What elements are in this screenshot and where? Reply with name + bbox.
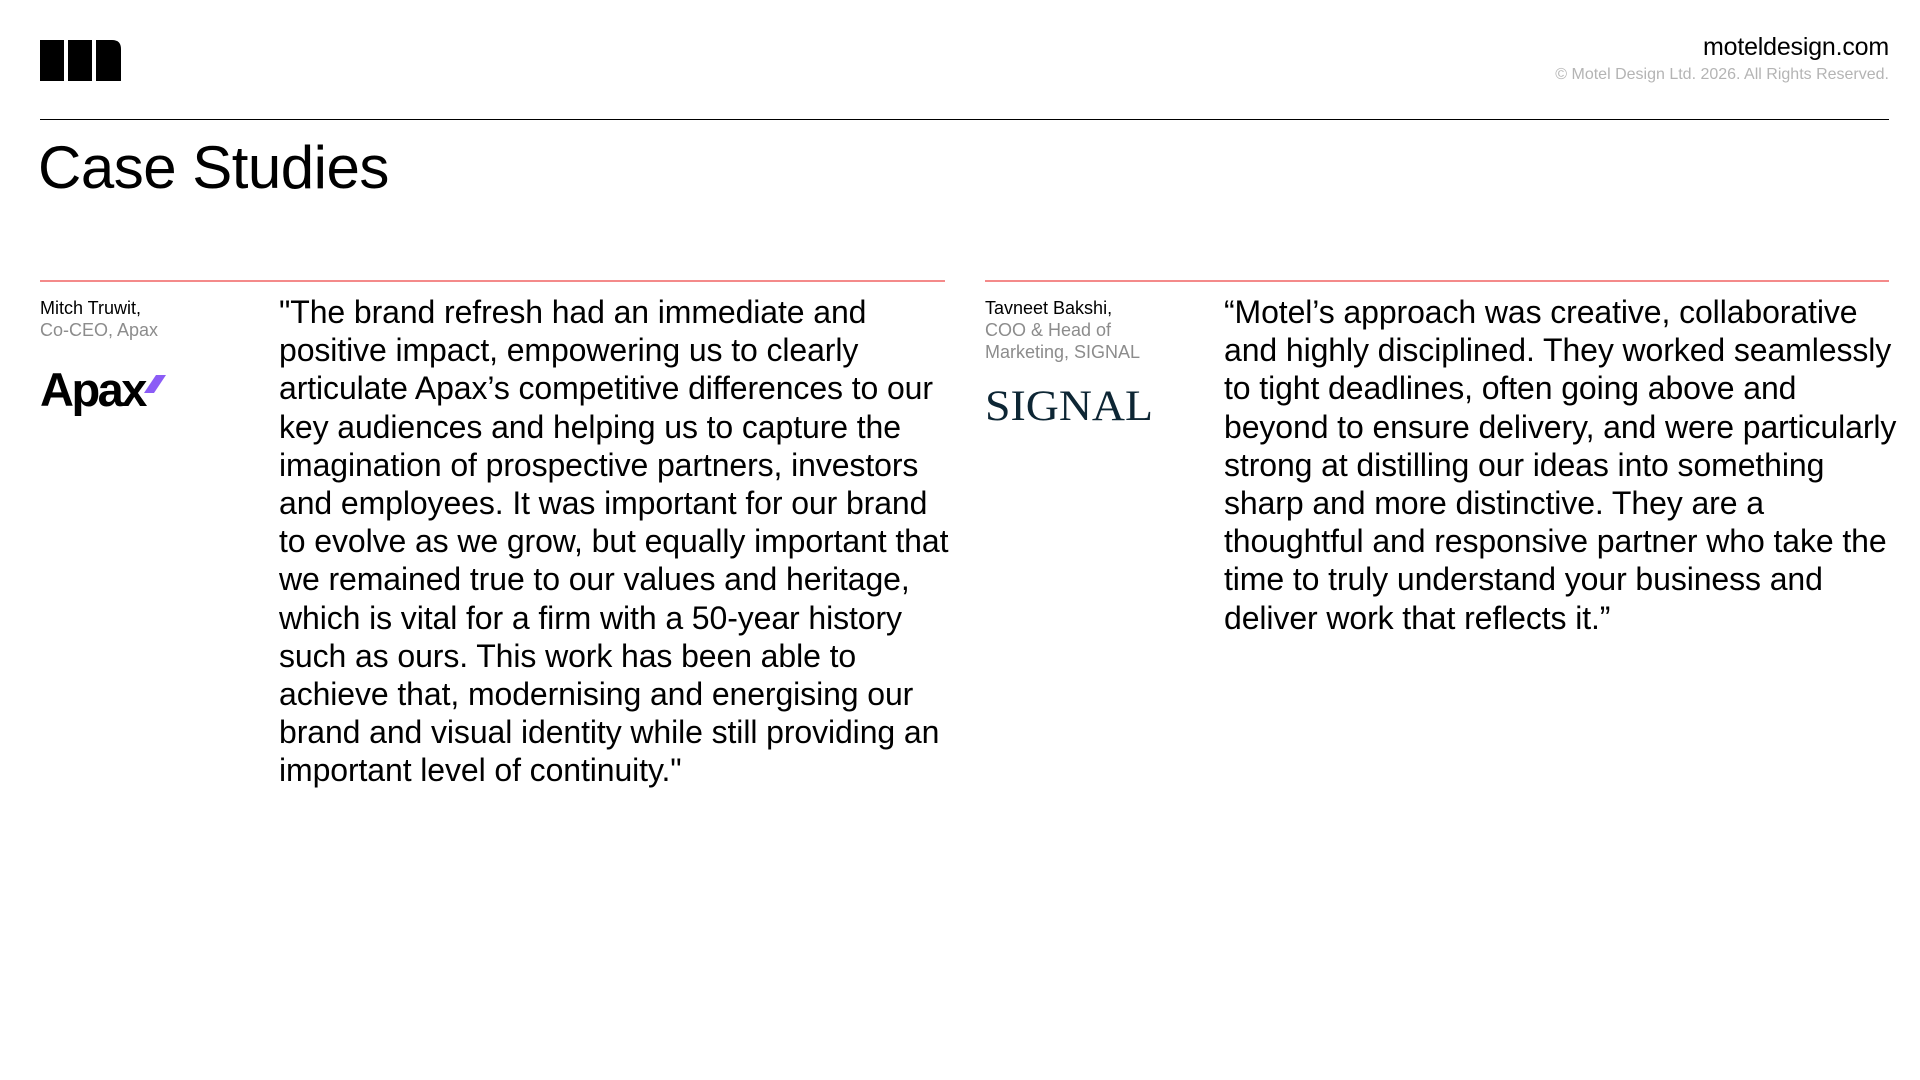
site-url[interactable]: moteldesign.com: [1703, 33, 1889, 61]
page-title: Case Studies: [38, 134, 389, 201]
apax-logo-wordmark: Apax: [40, 367, 145, 416]
motel-logo-icon: [40, 40, 121, 81]
header-divider: [40, 119, 1889, 120]
person-role: COO & Head of Marketing, SIGNAL: [985, 320, 1141, 362]
attribution: [985, 297, 1185, 363]
testimonial-quote: “Motel’s approach was creative, collaborative and highly disciplined. They worked seamlessly to tight deadlines, often going above and beyond to ensure delivery, and were particularly strong at distilling our ideas into something sharp and more distinctive. They are a thoughtful and responsive partner who take the time to truly understand your business and deliver work that reflects it.”: [1224, 294, 1897, 636]
testimonial-quote: "The brand refresh had an immediate and positive impact, empowering us to clearly articulate Apax’s competitive differences to our key audiences and helping us to capture the imagination of prospective partners, investors and employees. It was important for our brand to evolve as we grow, but equally important that we remained true to our values and heritage, which is vital for a firm with a 50-year history such as ours. This work has been able to achieve that, modernising and energising our brand and visual identity while still providing an important level of continuity.": [279, 294, 949, 789]
signal-logo: [985, 382, 1160, 427]
apax-logo: [40, 367, 170, 417]
person-name: Tavneet Bakshi,: [985, 298, 1113, 318]
signal-logo-wordmark: SIGNAL: [985, 383, 1153, 427]
person-name: Mitch Truwit,: [40, 298, 142, 318]
person-role: Co-CEO, Apax: [40, 320, 159, 340]
copyright-notice: © Motel Design Ltd. 2026. All Rights Reserved.: [1555, 66, 1889, 83]
case-divider: [985, 280, 1889, 282]
case-divider: [40, 280, 945, 282]
attribution: [40, 297, 240, 341]
